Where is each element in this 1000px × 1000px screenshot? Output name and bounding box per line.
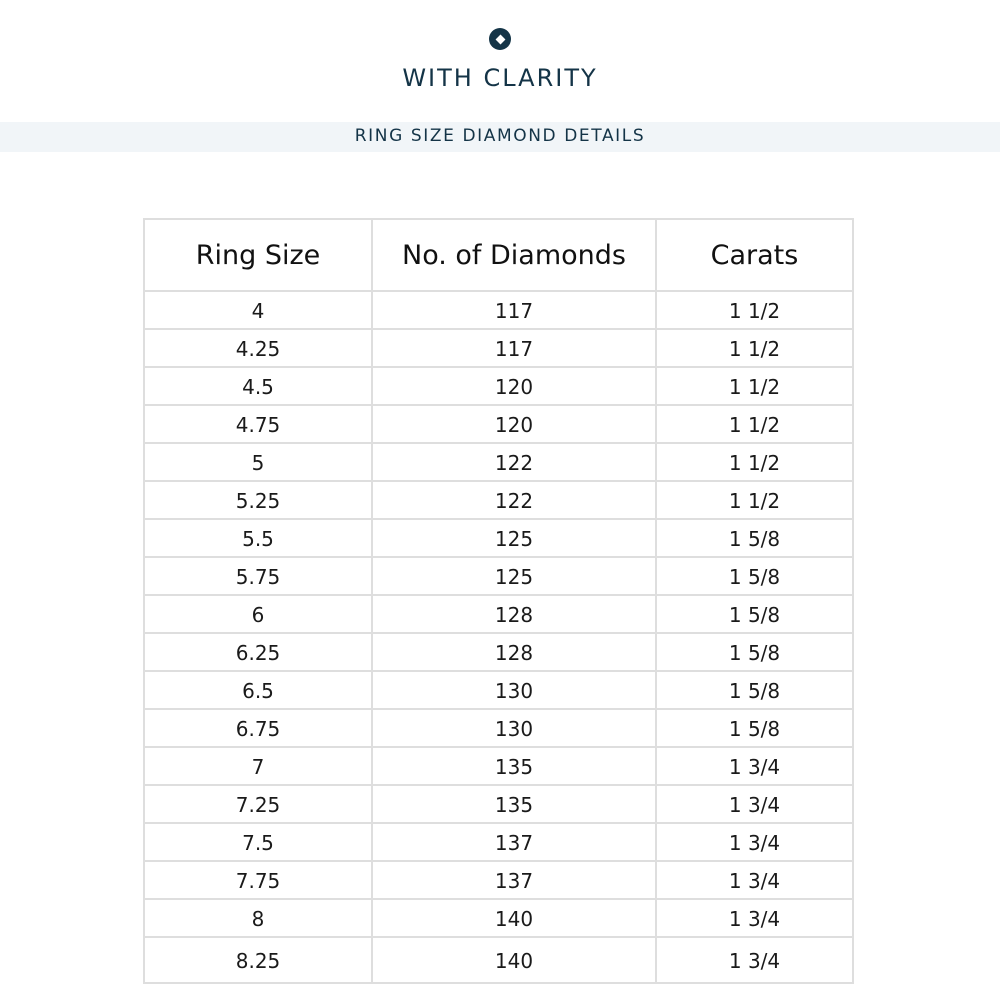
table-row (144, 785, 853, 823)
cell-diamond-count: 137 (372, 823, 656, 861)
cell-diamond-count: 122 (372, 443, 656, 481)
cell-ring-size: 6.75 (144, 709, 372, 747)
cell-diamond-count: 128 (372, 633, 656, 671)
table-row (144, 557, 853, 595)
table-row (144, 747, 853, 785)
table-row (144, 671, 853, 709)
cell-carats: 1 1/2 (656, 405, 853, 443)
cell-carats: 1 5/8 (656, 633, 853, 671)
cell-diamond-count: 128 (372, 595, 656, 633)
cell-carats: 1 3/4 (656, 747, 853, 785)
column-header-carats: Carats (656, 219, 853, 291)
cell-diamond-count: 117 (372, 329, 656, 367)
table-row (144, 595, 853, 633)
cell-ring-size: 4 (144, 291, 372, 329)
cell-diamond-count: 140 (372, 937, 656, 983)
cell-carats: 1 3/4 (656, 937, 853, 983)
cell-diamond-count: 122 (372, 481, 656, 519)
cell-diamond-count: 135 (372, 785, 656, 823)
table-row (144, 899, 853, 937)
brand-name: WITH CLARITY (402, 64, 598, 92)
cell-ring-size: 4.25 (144, 329, 372, 367)
table-row (144, 481, 853, 519)
cell-ring-size: 8 (144, 899, 372, 937)
cell-diamond-count: 140 (372, 899, 656, 937)
cell-ring-size: 7.25 (144, 785, 372, 823)
cell-carats: 1 1/2 (656, 481, 853, 519)
cell-carats: 1 1/2 (656, 367, 853, 405)
cell-diamond-count: 120 (372, 367, 656, 405)
ring-size-table (143, 218, 854, 984)
table-row (144, 519, 853, 557)
cell-carats: 1 3/4 (656, 861, 853, 899)
cell-carats: 1 1/2 (656, 443, 853, 481)
cell-ring-size: 5 (144, 443, 372, 481)
cell-carats: 1 5/8 (656, 557, 853, 595)
table-row (144, 709, 853, 747)
cell-ring-size: 6.25 (144, 633, 372, 671)
cell-ring-size: 7.75 (144, 861, 372, 899)
cell-diamond-count: 125 (372, 557, 656, 595)
table-row (144, 861, 853, 899)
brand-logo-icon (489, 28, 511, 50)
table-row (144, 291, 853, 329)
cell-diamond-count: 125 (372, 519, 656, 557)
cell-ring-size: 4.75 (144, 405, 372, 443)
cell-carats: 1 1/2 (656, 291, 853, 329)
cell-ring-size: 4.5 (144, 367, 372, 405)
cell-carats: 1 1/2 (656, 329, 853, 367)
cell-diamond-count: 120 (372, 405, 656, 443)
table-row (144, 937, 853, 983)
cell-ring-size: 8.25 (144, 937, 372, 983)
cell-carats: 1 5/8 (656, 519, 853, 557)
table-row (144, 367, 853, 405)
cell-diamond-count: 117 (372, 291, 656, 329)
column-header-ring-size: Ring Size (144, 219, 372, 291)
title-band (0, 122, 1000, 152)
cell-carats: 1 3/4 (656, 785, 853, 823)
table-row (144, 823, 853, 861)
cell-ring-size: 7.5 (144, 823, 372, 861)
cell-ring-size: 5.75 (144, 557, 372, 595)
cell-ring-size: 6.5 (144, 671, 372, 709)
table-body (144, 291, 853, 983)
cell-carats: 1 3/4 (656, 823, 853, 861)
table-header-row (144, 219, 853, 291)
cell-carats: 1 5/8 (656, 709, 853, 747)
cell-carats: 1 5/8 (656, 671, 853, 709)
cell-diamond-count: 130 (372, 709, 656, 747)
cell-carats: 1 3/4 (656, 899, 853, 937)
column-header-diamond-count: No. of Diamonds (372, 219, 656, 291)
cell-carats: 1 5/8 (656, 595, 853, 633)
cell-ring-size: 5.5 (144, 519, 372, 557)
table-row (144, 329, 853, 367)
table-row (144, 405, 853, 443)
table-row (144, 633, 853, 671)
cell-diamond-count: 135 (372, 747, 656, 785)
cell-ring-size: 5.25 (144, 481, 372, 519)
cell-ring-size: 6 (144, 595, 372, 633)
page-title: RING SIZE DIAMOND DETAILS (354, 126, 646, 146)
cell-diamond-count: 137 (372, 861, 656, 899)
table-row (144, 443, 853, 481)
cell-diamond-count: 130 (372, 671, 656, 709)
diamond-icon (495, 34, 505, 44)
cell-ring-size: 7 (144, 747, 372, 785)
